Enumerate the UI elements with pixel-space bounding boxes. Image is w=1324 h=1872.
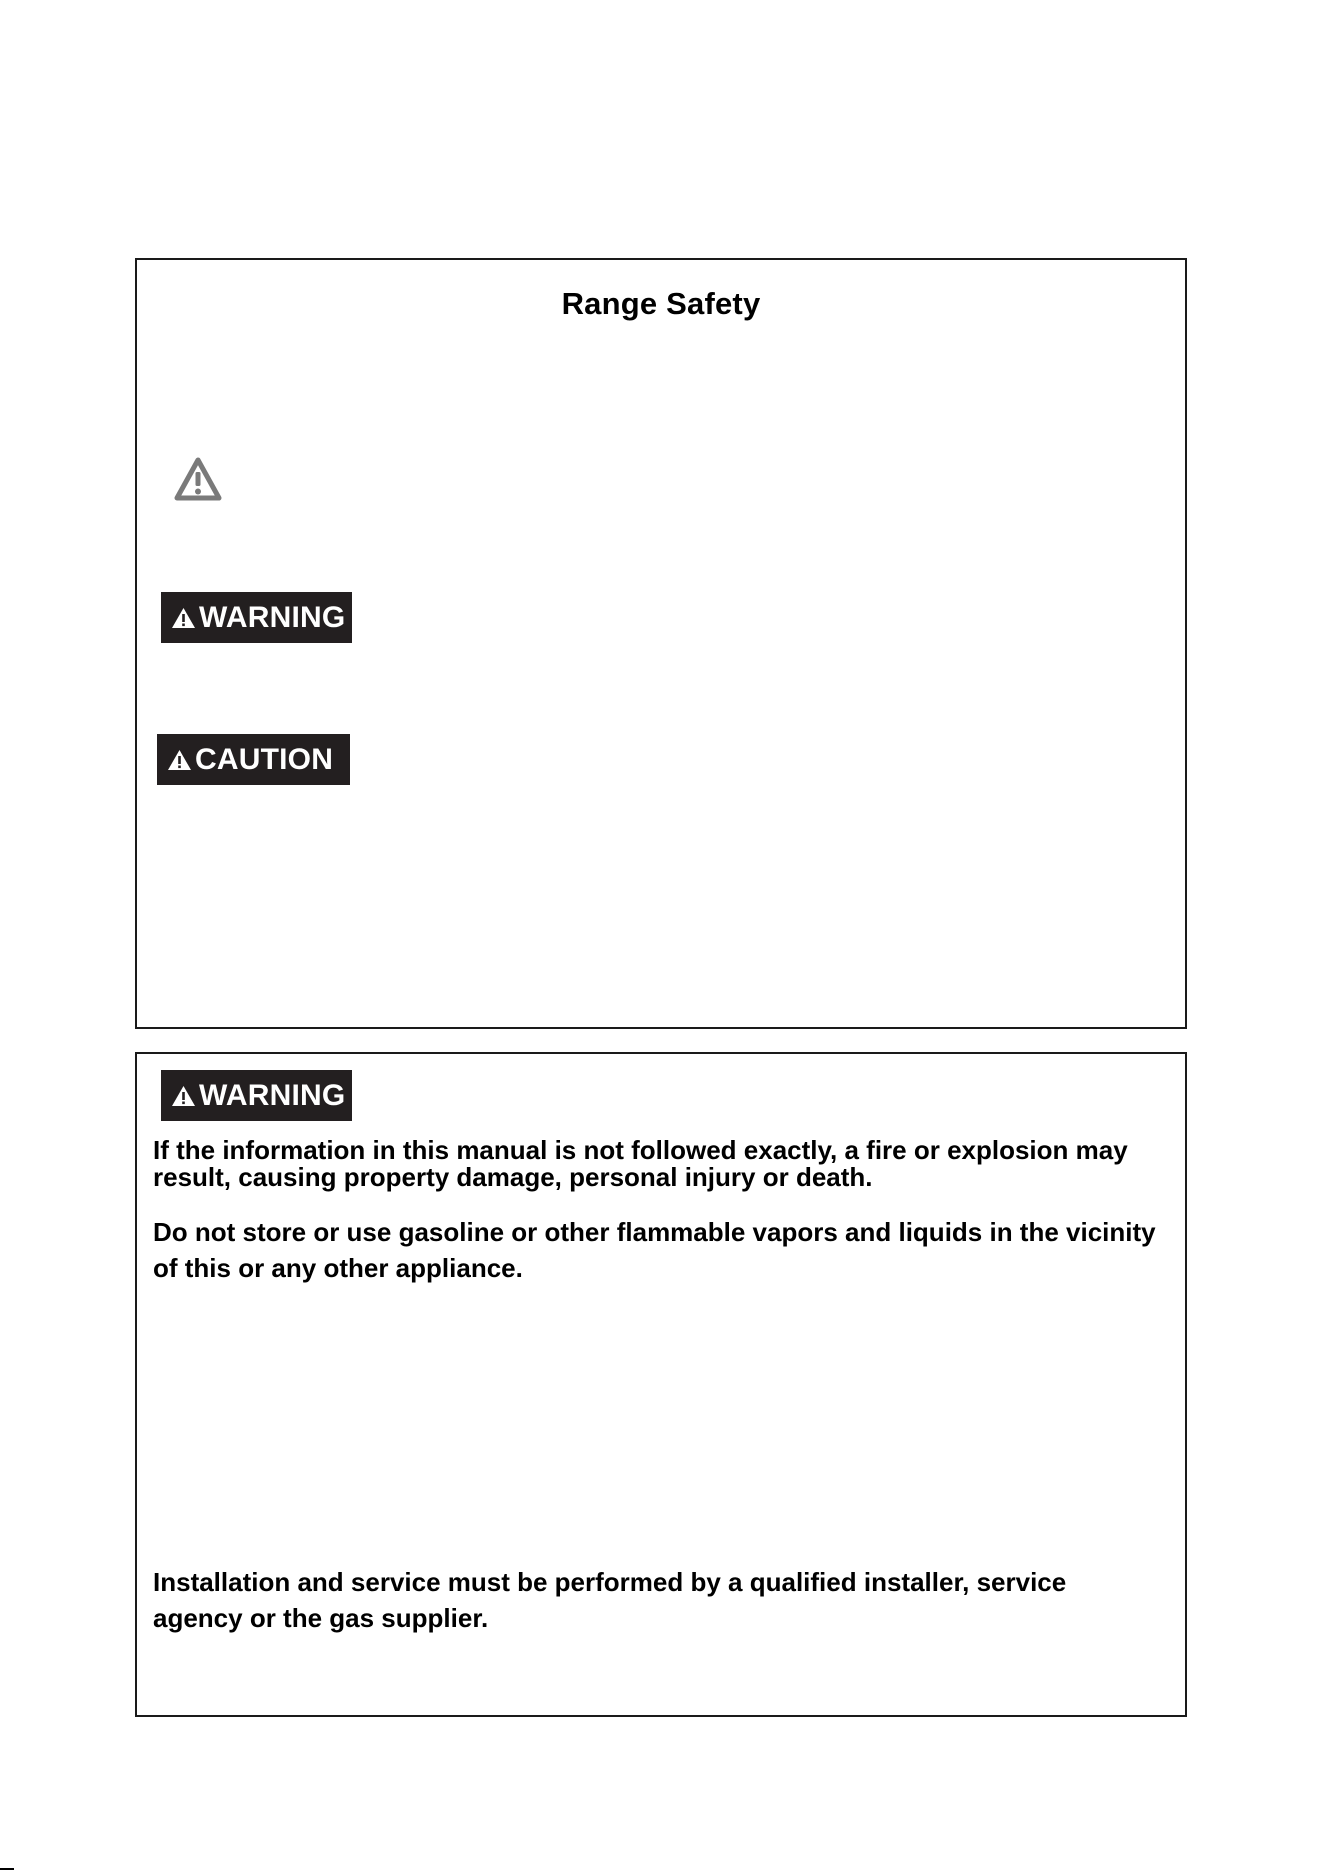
flammable-storage-warning-text: Do not store or use gasoline or other flammable vapors and liquids in the vicinity of this or any other appliance. (153, 1217, 1156, 1283)
fire-explosion-warning-text: If the information in this manual is not followed exactly, a fire or explosion may result, causing property damage, personal injury or death. (153, 1135, 1128, 1192)
qualified-installer-notice-text: Installation and service must be performed by a qualified installer, service agency or the gas supplier. (153, 1567, 1067, 1633)
warning-signal-text: WARNING (199, 600, 346, 634)
range-safety-box (135, 258, 1187, 1029)
caution-signal-label (157, 734, 350, 785)
section-title: Range Safety (561, 286, 761, 321)
warning-signal-label (161, 1070, 352, 1121)
warning-triangle-icon (171, 607, 196, 629)
warning-triangle-icon (171, 1085, 196, 1107)
fire-explosion-warning-box (135, 1052, 1187, 1717)
warning-triangle-icon (167, 749, 192, 771)
warning-signal-label (161, 592, 352, 643)
caution-signal-text: CAUTION (195, 742, 334, 776)
safety-alert-triangle-icon (173, 456, 223, 504)
page-corner-mark (0, 1868, 14, 1870)
warning-signal-text: WARNING (199, 1078, 346, 1112)
